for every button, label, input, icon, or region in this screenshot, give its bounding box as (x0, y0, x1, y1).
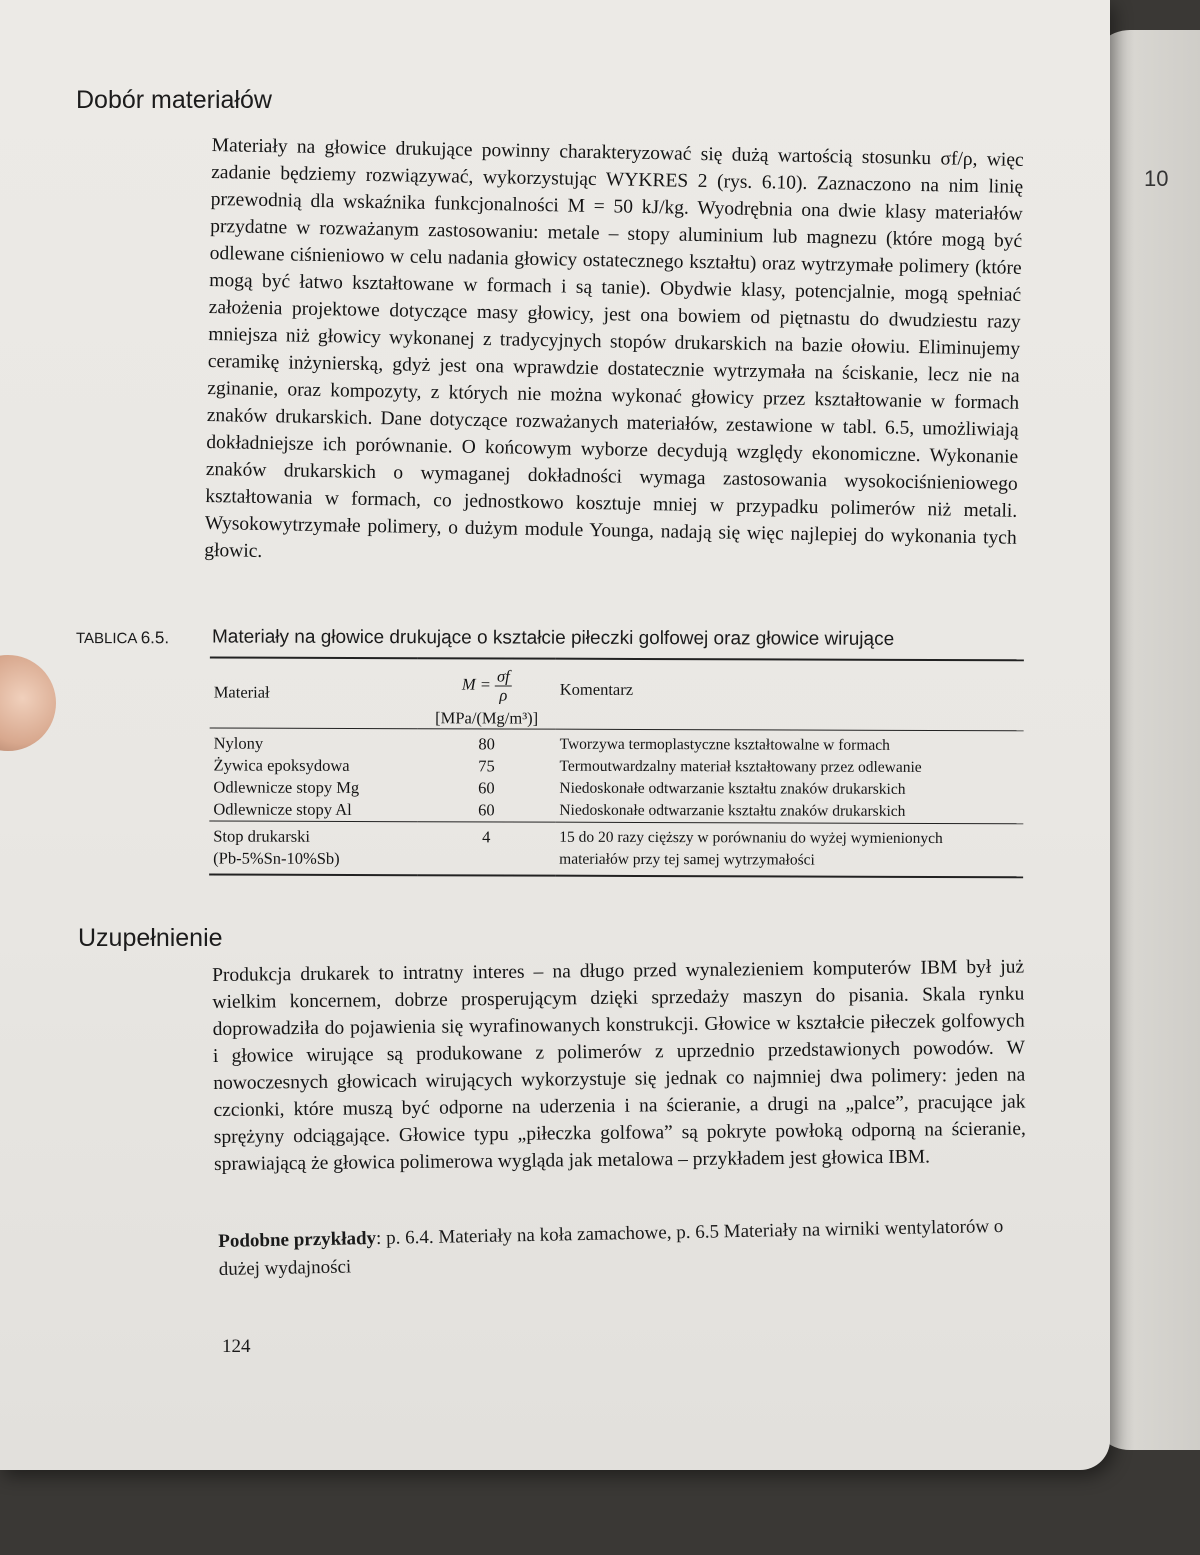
comment-line1: 15 do 20 razy cięższy w porównaniu do wyżej wymienionych (559, 828, 943, 848)
page-number: 124 (222, 1336, 251, 1357)
table-header-row (210, 664, 1024, 730)
cell-material: Odlewnicze stopy Mg (213, 777, 360, 797)
table-label (76, 628, 169, 648)
cell-comment: Termoutwardzalny materiał kształtowany przez odlewanie (559, 757, 922, 776)
table-row (210, 732, 1024, 757)
cell-comment: Niedoskonałe odtwarzanie kształtu znaków drukarskich (559, 801, 906, 820)
table-row (209, 754, 1023, 779)
cell-material: Nylony (213, 733, 264, 753)
similar-text: : p. 6.4. Materiały na koła zamachowe, p. 6.5 Materiały na wirniki wentylatorów o dużej wydajności (218, 1215, 1004, 1280)
table-label-number: 6.5. (140, 628, 170, 648)
cell-comment: Tworzywa termoplastyczne kształtowalne w formach (559, 735, 890, 754)
similar-label: Podobne przykłady (218, 1227, 377, 1252)
cell-value: 75 (478, 756, 495, 776)
header-material: Materiał (213, 682, 270, 702)
table-row (209, 776, 1023, 801)
material-line1: Stop drukarski (213, 826, 311, 846)
cell-value: 80 (478, 734, 495, 754)
table-row-last (209, 825, 1023, 872)
table-row (209, 798, 1023, 823)
cell-value: 60 (478, 778, 495, 798)
cell-comment: Niedoskonałe odtwarzanie kształtu znaków drukarskich (559, 779, 906, 798)
cell-value: 4 (482, 827, 491, 847)
next-page-number: 10 (1144, 166, 1169, 191)
m-fraction (495, 667, 512, 704)
table-caption (76, 626, 1036, 659)
header-comment: Komentarz (559, 679, 634, 699)
similar-examples (218, 1212, 1031, 1284)
m-numerator: σf (495, 667, 512, 686)
cell-material (209, 825, 417, 870)
section-paragraph-dobor: Materiały na głowice drukujące powinny charakteryzować się dużą wartością stosunku σf/ρ, więc zadanie będziemy rozwiązywać, wykorzystując WYKRES 2 (rys. 6.10). Zaznaczono na nim linię przewodnią dla wskaźnika funkcjonalności M = 50 kJ/kg. Wyodrębnia ona dwie klasy materiałów przydatne w rozważanym zastosowaniu: metale – stopy aluminium lub magnezu (które mogą być odlewane ciśnieniowo w celu nadania głowicy ostatecznego kształtu) oraz wytrzymałe polimery (które mogą być łatwo kształtowane w formach i są tanie). Obydwie klasy, potencjalnie, mogą spełniać założenia projektowe dotyczące masy głowicy, jest ona bowiem od piętnastu do dwudziestu razy mniejsza niż głowicy wykonanej z tradycyjnych stopów drukarskich na bazie ołowiu. Eliminujemy ceramikę inżynierską, gdyż jest ona wprawdzie dostatecznie wytrzymała na ściskanie, lecz nie na zginanie, oraz kompozyty, z których nie można wykonać głowicy przez kształtowanie w formach znaków drukarskich. Dane dotyczące rozważanych materiałów, zestawione w tabl. 6.5, umożliwiają dokładniejsze ich porównanie. O końcowym wyborze decydują względy ekonomiczne. Wykonanie znaków drukarskich o wymaganej dokładności wymaga zastosowania wysokociśnieniowego kształtowania w formach, co jednostkowo kosztuje mniej w przypadku polimerów niż metali. Wysokowytrzymałe polimery, o dużym module Younga, nadają się więc najlepiej do wykonania tych głowic. (204, 134, 1024, 562)
cell-material: Odlewnicze stopy Al (213, 799, 352, 819)
table-title: Materiały na głowice drukujące o kształcie piłeczki golfowej oraz głowice wirujące (211, 626, 895, 650)
section-paragraph-uzupelnienie: Produkcja drukarek to intratny interes – na długo przed wynalezieniem komputerów IBM był już wielkim koncernem, dobrze prosperującym dzięki sprzedaży maszyn do pisania. Skala rynku doprowadziła do pojawienia się wyrafinowanych konstrukcji. Głowice w kształcie piłeczek golfowych i głowice wirujące są produkowane z polimerów z uprzednio przedstawionych powodów. W nowoczesnych głowicach wirujących wykorzystuje się jednak co najmniej dwa polimery: jeden na czcionki, które muszą być odporne na uderzenia i na ścieranie, a drugi na „palce”, pracujące jak sprężyny odciągające. Głowice typu „piłeczka golfowa” są pokryte powłoką odporną na ścieranie, sprawiającą że głowica polimerowa wygląda jak metalowa – przykładem jest głowica IBM. (212, 956, 1026, 1175)
cell-comment (555, 827, 1023, 873)
table-label-prefix: TABLICA (75, 630, 137, 648)
comment-line2: materiałów przy tej samej wytrzymałości (559, 850, 815, 869)
section-heading-dobor: Dobór materiałów (76, 86, 272, 114)
m-denominator: ρ (499, 685, 508, 705)
m-unit: [MPa/(Mg/m³)] (435, 708, 539, 728)
header-m-index (418, 665, 556, 729)
material-line2: (Pb-5%Sn-10%Sb) (213, 848, 340, 868)
section-heading-uzupelnienie: Uzupełnienie (78, 924, 223, 952)
cell-material: Żywica epoksydowa (213, 755, 350, 775)
m-lhs: M = (461, 674, 491, 694)
cell-value: 60 (478, 800, 495, 820)
materials-table (209, 656, 1024, 878)
